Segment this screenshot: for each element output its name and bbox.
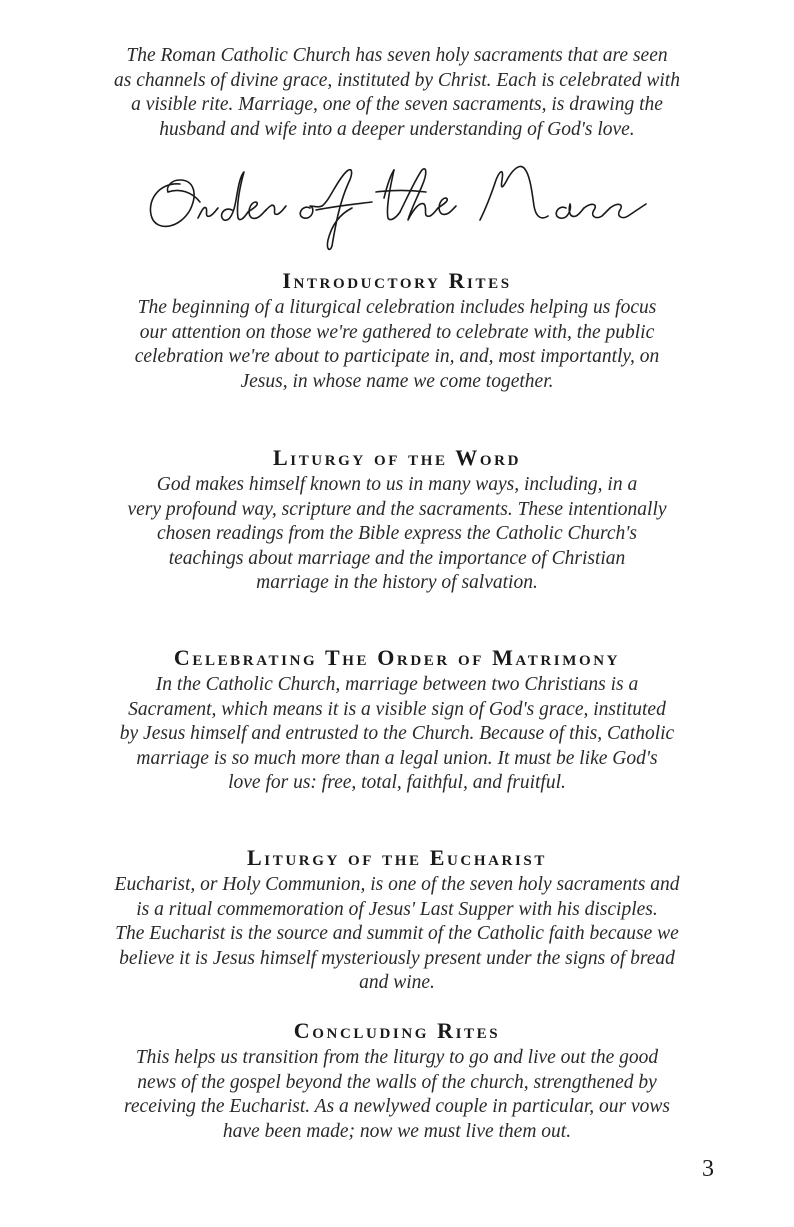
section-body xyxy=(60,296,734,394)
body-line: our attention on those we're gathered to celebrate with, the public xyxy=(139,321,655,343)
section-body xyxy=(60,1046,734,1144)
intro-line: as channels of divine grace, instituted by Christ. Each is celebrated with xyxy=(114,69,680,91)
body-line: Sacrament, which means it is a visible sign of God's grace, instituted xyxy=(128,698,666,720)
section-heading: Concluding Rites xyxy=(293,1018,501,1043)
section-heading: Liturgy of the Eucharist xyxy=(247,845,547,870)
page-title xyxy=(140,162,654,252)
body-line: chosen readings from the Bible express the Catholic Church's xyxy=(156,523,638,544)
section-body xyxy=(60,673,734,796)
section-concluding-rites xyxy=(60,1018,734,1144)
body-line: receiving the Eucharist. As a newlywed couple in particular, our vows xyxy=(124,1096,670,1117)
body-line: In the Catholic Church, marriage between two Christians is a xyxy=(155,674,639,695)
body-line: and wine. xyxy=(359,972,435,993)
intro-line: a visible rite. Marriage, one of the seven sacraments, is drawing the xyxy=(131,94,663,115)
body-line: marriage in the history of salvation. xyxy=(256,572,538,593)
intro-line: The Roman Catholic Church has seven holy sacraments that are seen xyxy=(126,45,668,66)
body-line: celebration we're about to participate in, and, most importantly, on xyxy=(134,346,660,367)
section-order-of-matrimony xyxy=(60,645,734,796)
body-line: God makes himself known to us in many ways, including, in a xyxy=(156,474,638,495)
body-line: This helps us transition from the liturgy to go and live out the good xyxy=(135,1047,659,1068)
body-line: believe it is Jesus himself mysteriously present under the signs of bread xyxy=(119,947,675,969)
section-liturgy-of-the-eucharist xyxy=(60,845,734,996)
body-line: very profound way, scripture and the sacraments. These intentionally xyxy=(127,498,667,520)
section-heading: Liturgy of the Word xyxy=(272,445,522,470)
body-line: by Jesus himself and entrusted to the Church. Because of this, Catholic xyxy=(119,723,675,744)
section-liturgy-of-the-word xyxy=(60,445,734,596)
section-introductory-rites xyxy=(60,268,734,394)
body-line: Eucharist, or Holy Communion, is one of the seven holy sacraments and xyxy=(114,874,680,895)
intro-paragraph xyxy=(60,44,734,142)
body-line: Jesus, in whose name we come together. xyxy=(240,370,554,392)
page-number: 3 xyxy=(702,1156,714,1182)
body-line: love for us: free, total, faithful, and fruitful. xyxy=(228,772,566,793)
body-line: have been made; now we must live them out. xyxy=(222,1120,572,1142)
section-body xyxy=(60,873,734,996)
section-heading: Celebrating The Order of Matrimony xyxy=(173,645,621,670)
script-title-lettering xyxy=(140,162,654,252)
body-line: teachings about marriage and the importance of Christian xyxy=(168,547,626,569)
body-line: is a ritual commemoration of Jesus' Last Supper with his disciples. xyxy=(136,898,658,920)
body-line: marriage is so much more than a legal union. It must be like God's xyxy=(136,747,658,769)
body-line: The Eucharist is the source and summit of the Catholic faith because we xyxy=(115,923,679,944)
body-line: news of the gospel beyond the walls of the church, strengthened by xyxy=(137,1071,657,1093)
body-line: The beginning of a liturgical celebration includes helping us focus xyxy=(137,297,657,318)
section-body xyxy=(60,473,734,596)
intro-line: husband and wife into a deeper understanding of God's love. xyxy=(159,118,635,140)
section-heading: Introductory Rites xyxy=(282,268,512,293)
